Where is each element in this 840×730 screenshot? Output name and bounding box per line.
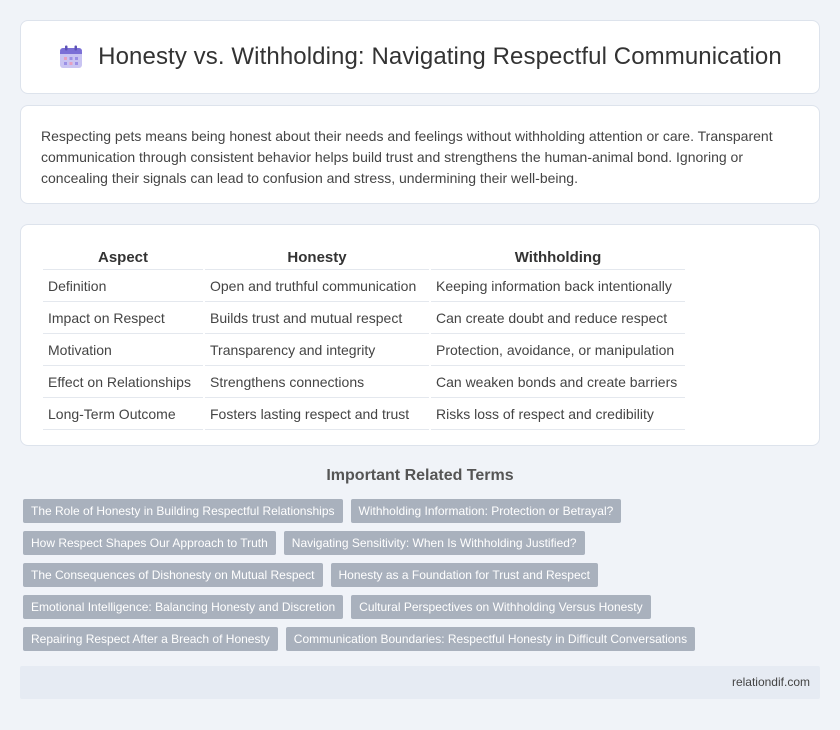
tag-row	[23, 627, 803, 651]
related-term-link[interactable]: Withholding Information: Protection or Betrayal?	[351, 499, 622, 523]
related-term-link[interactable]: Communication Boundaries: Respectful Honesty in Difficult Conversations	[286, 627, 695, 651]
related-term-link[interactable]: Emotional Intelligence: Balancing Honesty and Discretion	[23, 595, 343, 619]
related-term-link[interactable]: The Consequences of Dishonesty on Mutual Respect	[23, 563, 323, 587]
table-row	[43, 398, 685, 430]
related-term-link[interactable]: Repairing Respect After a Breach of Honesty	[23, 627, 278, 651]
related-terms-list	[23, 499, 803, 659]
tag-row	[23, 531, 803, 555]
related-term-link[interactable]: Honesty as a Foundation for Trust and Respect	[331, 563, 598, 587]
intro-paragraph: Respecting pets means being honest about their needs and feelings without withholding attention or care. Transparent communication through consistent behavior helps build trust and strengthens the human-animal bond. Ignoring or concealing their signals can lead to confusion and stress, undermining their well-being.	[41, 128, 773, 186]
tag-row	[23, 563, 803, 587]
tag-row	[23, 595, 803, 619]
column-header-withholding: Withholding	[431, 247, 685, 270]
table-cell: Motivation	[43, 334, 203, 366]
intro-card	[20, 105, 820, 204]
table-cell: Fosters lasting respect and trust	[205, 398, 429, 430]
table-cell: Builds trust and mutual respect	[205, 302, 429, 334]
table-row	[43, 270, 685, 302]
related-terms-heading: Important Related Terms	[326, 467, 514, 484]
table-cell: Transparency and integrity	[205, 334, 429, 366]
column-header-honesty: Honesty	[205, 247, 429, 270]
table-cell: Open and truthful communication	[205, 270, 429, 302]
table-cell: Protection, avoidance, or manipulation	[431, 334, 685, 366]
table-cell: Effect on Relationships	[43, 366, 203, 398]
table-cell: Definition	[43, 270, 203, 302]
table-row	[43, 302, 685, 334]
table-row	[43, 334, 685, 366]
related-term-link[interactable]: The Role of Honesty in Building Respectful Relationships	[23, 499, 343, 523]
table-cell: Strengthens connections	[205, 366, 429, 398]
column-header-aspect: Aspect	[43, 247, 203, 270]
related-term-link[interactable]: Cultural Perspectives on Withholding Versus Honesty	[351, 595, 650, 619]
table-cell: Long-Term Outcome	[43, 398, 203, 430]
calendar-icon	[58, 44, 84, 70]
related-term-link[interactable]: Navigating Sensitivity: When Is Withholding Justified?	[284, 531, 585, 555]
table-cell: Keeping information back intentionally	[431, 270, 685, 302]
table-header-row	[43, 247, 685, 270]
table-row	[43, 366, 685, 398]
related-term-link[interactable]: How Respect Shapes Our Approach to Truth	[23, 531, 276, 555]
comparison-table-card	[20, 224, 820, 446]
table-cell: Impact on Respect	[43, 302, 203, 334]
table-cell: Risks loss of respect and credibility	[431, 398, 685, 430]
tag-row	[23, 499, 803, 523]
comparison-table	[41, 247, 687, 430]
table-cell: Can weaken bonds and create barriers	[431, 366, 685, 398]
page-title: Honesty vs. Withholding: Navigating Respectful Communication	[98, 43, 782, 70]
footer	[20, 666, 820, 699]
footer-site-name: relationdif.com	[731, 675, 810, 689]
header-card	[20, 20, 820, 94]
table-cell: Can create doubt and reduce respect	[431, 302, 685, 334]
